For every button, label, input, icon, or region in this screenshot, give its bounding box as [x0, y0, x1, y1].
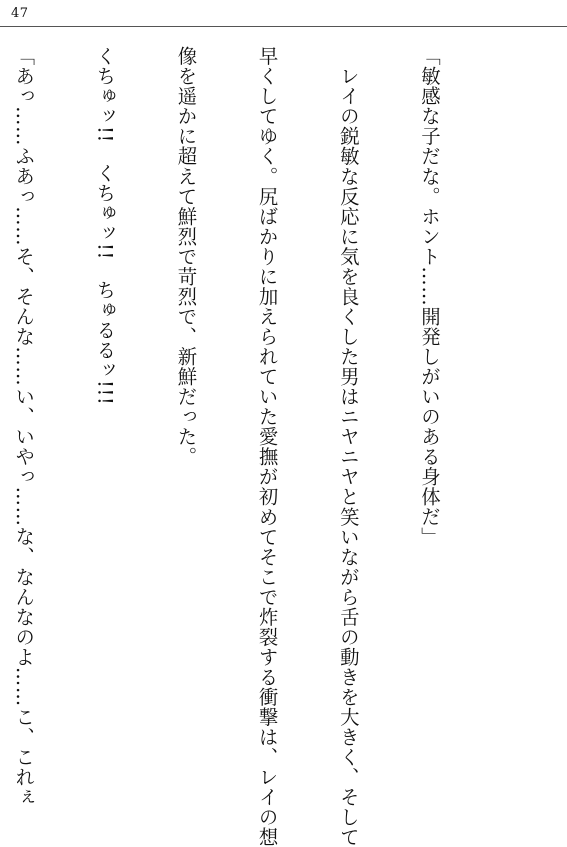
text-line: 「敏感な子だな。ホント……開発しがいのある身体だ」 [417, 46, 441, 547]
text-line: 早くしてゆく。尻ばかりに加えられていた愛撫が初めてそこで炸裂する衝撃は、レイの想 [255, 46, 279, 847]
text-line: レイの鋭敏な反応に気を良くした男はニヤニヤと笑いながら舌の動きを大きく、そして [336, 46, 360, 847]
text-line: 「あっ……ふあっ……そ、そんな……い、いやっ……な、なんなのよ……こ、これぇ [12, 46, 36, 808]
text-line: 像を遥かに超えて鮮烈で苛烈で、新鮮だった。 [174, 46, 198, 467]
header-rule [0, 26, 567, 27]
novel-text [0, 46, 497, 847]
page-number: 47 [11, 6, 29, 21]
text-line: くちゅッ!! くちゅッ!! ちゅるるッ!!! [93, 46, 117, 406]
